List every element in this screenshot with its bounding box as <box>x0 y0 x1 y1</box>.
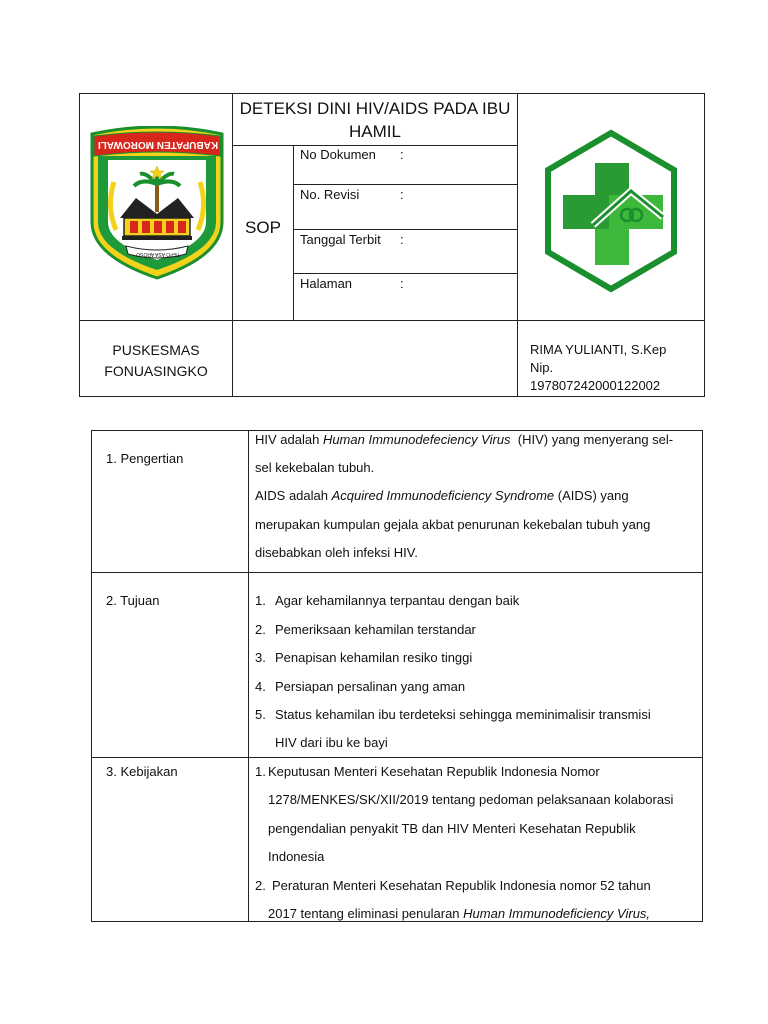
kebijakan-item-2-num: 2. <box>255 878 266 893</box>
tujuan-item-5-num: 5. <box>255 707 266 722</box>
document-title-line1: DETEKSI DINI HIV/AIDS PADA IBU <box>239 99 511 118</box>
tujuan-item-1-text: Agar kehamilannya terpantau dengan baik <box>275 593 520 608</box>
field-tanggal-terbit-label: Tanggal Terbit <box>300 232 381 247</box>
puskesmas-logo-icon <box>543 129 679 293</box>
org-name-line1: PUSKESMAS <box>112 342 200 358</box>
section-kebijakan-label: 3. Kebijakan <box>106 764 178 779</box>
field-halaman-colon: : <box>400 276 404 291</box>
kebijakan-item-2-line-1: Peraturan Menteri Kesehatan Republik Indonesia nomor 52 tahun <box>272 878 651 893</box>
field-halaman-label: Halaman <box>300 276 353 291</box>
tujuan-item-4-num: 4. <box>255 679 266 694</box>
field-no-revisi-colon: : <box>400 187 404 202</box>
pengertian-line-4: merupakan kumpulan gejala akbat penurunan kekebalan tubuh yang <box>255 517 651 532</box>
tujuan-item-2-num: 2. <box>255 622 266 637</box>
pengertian-line-2: sel kekebalan tubuh. <box>255 460 375 475</box>
tujuan-item-4-text: Persiapan persalinan yang aman <box>275 679 466 694</box>
tujuan-item-5-text: Status kehamilan ibu terdeteksi sehingga meminimalisir transmisi <box>275 707 651 722</box>
emblem-motto-text: TEPO ASA AROSO <box>136 251 180 257</box>
section-pengertian-label: 1. Pengertian <box>106 451 184 466</box>
kebijakan-item-2-line-2: 2017 tentang eliminasi penularan Human Immunodeficiency Virus, <box>268 906 651 921</box>
signer-name: RIMA YULIANTI, S.Kep <box>530 342 667 357</box>
kebijakan-item-1-num: 1. <box>255 764 266 779</box>
document-title-line2: HAMIL <box>349 122 401 141</box>
emblem-ribbon-text: KABUPATEN MOROWALI <box>97 139 219 150</box>
field-no-dokumen-colon: : <box>400 147 404 162</box>
pengertian-line-5: disebabkan oleh infeksi HIV. <box>255 545 418 560</box>
tujuan-item-3-text: Penapisan kehamilan resiko tinggi <box>275 650 473 665</box>
tujuan-item-3-num: 3. <box>255 650 266 665</box>
kebijakan-item-1-line-3: pengendalian penyakit TB dan HIV Menteri Kesehatan Republik <box>268 821 636 836</box>
pengertian-line-3: AIDS adalah Acquired Immunodeficiency Syndrome (AIDS) yang <box>255 488 629 503</box>
tujuan-item-5-continued: HIV dari ibu ke bayi <box>275 735 388 750</box>
sop-label: SOP <box>245 218 281 237</box>
signer-nip: 197807242000122002 <box>530 378 661 393</box>
field-no-dokumen-label: No Dokumen <box>300 147 376 162</box>
pengertian-line-1: HIV adalah Human Immunodefeciency Virus (HIV) yang menyerang sel- <box>255 432 674 447</box>
kebijakan-item-1-line-4: Indonesia <box>268 849 325 864</box>
field-tanggal-terbit-colon: : <box>400 232 404 247</box>
kebijakan-item-1-line-1: Keputusan Menteri Kesehatan Republik Indonesia Nomor <box>268 764 600 779</box>
kebijakan-item-1-line-2: 1278/MENKES/SK/XII/2019 tentang pedoman pelaksanaan kolaborasi <box>268 792 674 807</box>
signer-nip-label: Nip. <box>530 360 554 375</box>
tujuan-item-2-text: Pemeriksaan kehamilan terstandar <box>275 622 476 637</box>
section-tujuan-label: 2. Tujuan <box>106 593 160 608</box>
tujuan-item-1-num: 1. <box>255 593 266 608</box>
field-no-revisi-label: No. Revisi <box>300 187 360 202</box>
org-name-line2: FONUASINGKO <box>104 363 208 379</box>
